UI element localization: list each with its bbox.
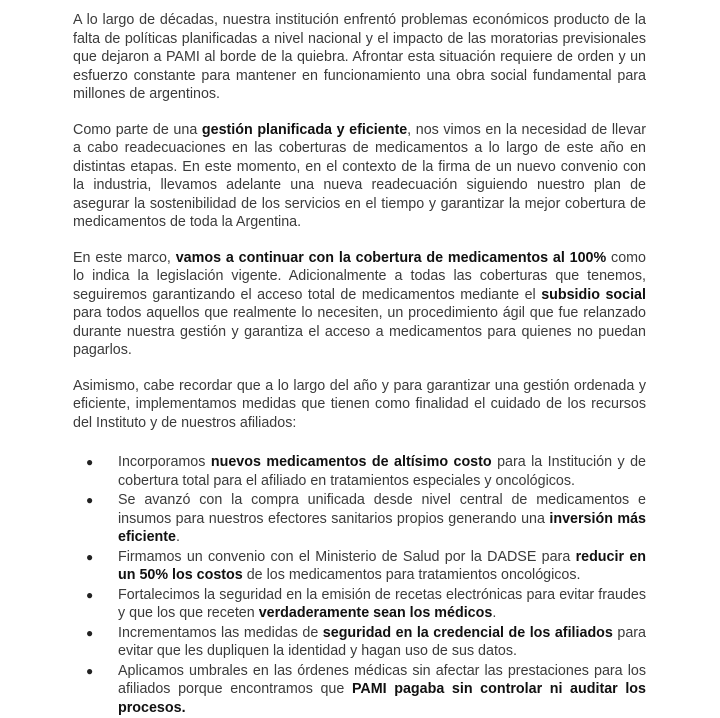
- bullet-icon: ●: [86, 663, 94, 678]
- list-item-text: Fortalecimos la seguridad en la emisión de recetas electrónicas para evitar fraudes y que los que receten: [118, 586, 646, 621]
- list-item-text: .: [492, 605, 497, 621]
- list-item-text: de los medicamentos para tratamientos oncológicos.: [242, 567, 581, 583]
- list-item-text: para la Institución y de cobertura total para el afiliado en tratamientos especiales y oncológicos.: [118, 454, 646, 489]
- list-item: [73, 491, 646, 547]
- list-item-bold: nuevos medicamentos de altísimo costo: [210, 454, 492, 470]
- paragraph-2-bold: gestión planificada y eficiente: [201, 121, 408, 138]
- paragraph-3-text: como lo indica la legislación vigente. Adicionalmente a todas las coberturas que tenemos, seguiremos garantizando el acceso total de medicamentos mediante el: [73, 249, 646, 303]
- list-item-bold: reducir en un 50% los costos: [118, 548, 646, 583]
- bullet-icon: ●: [86, 625, 94, 640]
- bullet-icon: ●: [86, 587, 94, 602]
- paragraph-3-text: para todos aquellos que realmente lo necesiten, un procedimiento ágil que fue relanzado durante nuestra gestión y garantiza el acceso a medicamentos para quienes no puedan pagarlos.: [73, 305, 646, 358]
- paragraph-2-text: Como parte de una: [73, 121, 202, 138]
- paragraph-1-text: A lo largo de décadas, nuestra institución enfrentó problemas económicos producto de la falta de políticas planificadas a nivel nacional y el impacto de las moratorias previsionales que dejaron a PAMI al borde de la quiebra. Afrontar esta situación requiere de orden y un esfuerzo constante para mantener en funcionamiento una obra social fundamental para millones de argentinos.: [73, 12, 646, 102]
- list-item: [73, 624, 646, 661]
- paragraph-2-text: , nos vimos en la necesidad de llevar a cabo readecuaciones en las coberturas de medicamentos a lo largo de este año en distintas etapas. En este momento, en el contexto de la firma de un nuevo convenio con la industria, llevamos adelante una nueva readecuación siguiendo nuestro plan de asegurar la sostenibilidad de los servicios en el tiempo y garantizar la mejor cobertura de medicamentos de toda la Argentina.: [73, 121, 647, 230]
- list-item-text: Firmamos un convenio con el Ministerio de Salud por la DADSE para: [118, 548, 576, 565]
- paragraph-4: [73, 377, 646, 433]
- list-item-bold: seguridad en la credencial de los afiliados: [322, 624, 613, 641]
- bullet-icon: ●: [86, 455, 94, 469]
- paragraph-3-bold: vamos a continuar con la cobertura de medicamentos al 100%: [175, 249, 607, 266]
- paragraph-3-text: En este marco,: [73, 249, 176, 266]
- list-item: [73, 586, 646, 623]
- paragraph-4-text: Asimismo, cabe recordar que a lo largo del año y para garantizar una gestión ordenada y eficiente, implementamos medidas que tienen como finalidad el cuidado de los recursos del Instituto y de nuestros afiliados:: [73, 377, 646, 431]
- paragraph-1: [73, 11, 646, 104]
- list-item-text: Incrementamos las medidas de: [118, 624, 323, 641]
- list-item-bold: verdaderamente sean los médicos: [258, 605, 493, 621]
- list-item: [73, 662, 646, 718]
- list-item: [73, 453, 646, 490]
- list-item-text: Incorporamos: [118, 454, 211, 470]
- paragraph-3-bold: subsidio social: [541, 286, 646, 303]
- list-item-text: para evitar que les dupliquen la identidad y hagan uso de sus datos.: [118, 624, 646, 659]
- bullet-icon: ●: [86, 493, 94, 507]
- measures-list: [73, 453, 646, 717]
- paragraph-3: [73, 249, 646, 360]
- list-item-bold: PAMI pagaba sin controlar ni auditar los procesos.: [118, 681, 646, 716]
- document-body: [73, 11, 646, 718]
- bullet-icon: ●: [86, 549, 94, 564]
- list-item-text: Se avanzó con la compra unificada desde nivel central de medicamentos e insumos para nuestros efectores sanitarios propios generando una: [118, 492, 646, 527]
- list-item: [73, 548, 646, 585]
- list-item-text: Aplicamos umbrales en las órdenes médicas sin afectar las prestaciones para los afiliados porque encontramos que: [118, 662, 646, 697]
- list-item-text: .: [176, 529, 180, 545]
- list-item-bold: inversión más eficiente: [118, 510, 646, 545]
- paragraph-2: [73, 121, 646, 232]
